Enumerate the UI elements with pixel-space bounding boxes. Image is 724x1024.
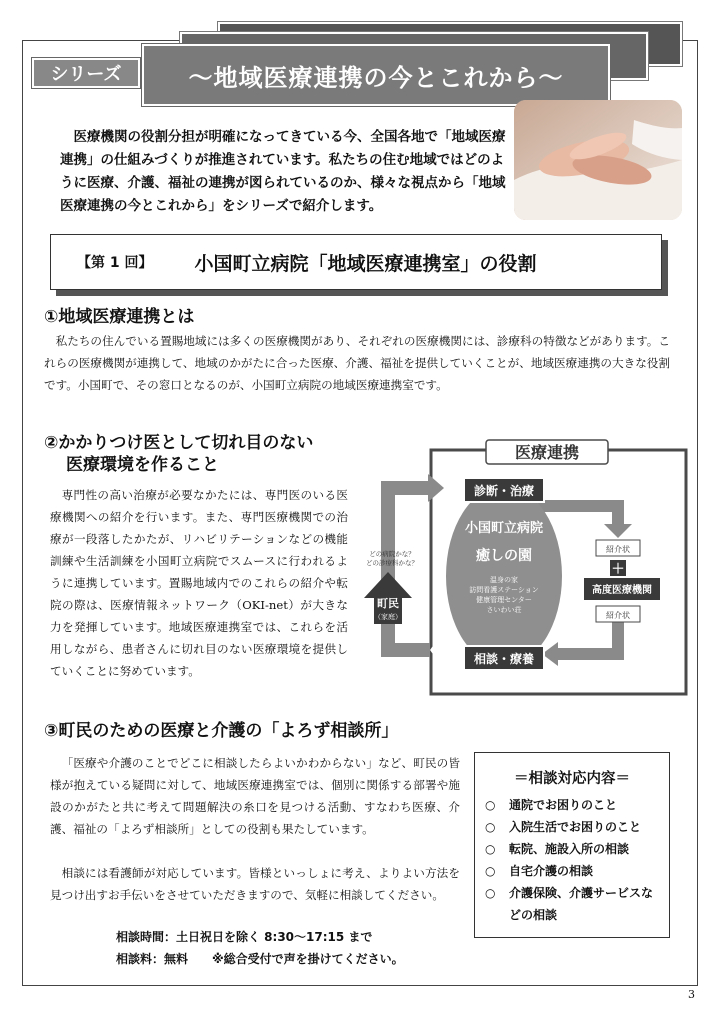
consult-item: ○ 自宅介護の相談	[485, 860, 661, 882]
consult-box-title: ＝相談対応内容＝	[514, 771, 630, 787]
hands-illustration	[514, 100, 682, 220]
section2-heading-line1: ②かかりつけ医として切れ目のない	[44, 433, 314, 453]
resident-sub-label: （家庭）	[374, 614, 402, 621]
bullet-circle-icon: ○	[485, 820, 496, 834]
resident-label: 町民	[377, 598, 399, 610]
page-number: 3	[688, 988, 695, 1001]
episode-number: 【第 1 回】	[77, 255, 153, 271]
episode-title: 小国町立病院「地域医療連携室」の役割	[194, 252, 537, 275]
consult-hours-block	[116, 926, 404, 970]
intro-text: 医療機関の役割分担が明確になってきている今、全国各地で「地域医療連携」の仕組みづくりが推進されています。私たちの住む地域ではどのように医療、介護、福祉の連携が図られているのか、様々な視点から「地域医療連携の今とこれから」をシリーズで紹介します。	[60, 129, 506, 214]
header-banner	[142, 44, 610, 106]
sub-label-4: さいわい荘	[486, 607, 522, 614]
section3-heading: ③町民のための医療と介護の「よろず相談所」	[44, 721, 399, 741]
section3-body-2: 相談には看護師が対応しています。皆様といっしょに考え、よりよい方法を見つけ出すお手伝いをさせていただきますので、気軽に相談してください。	[50, 866, 460, 902]
consult-item: ○ 通院でお困りのこと	[485, 794, 661, 816]
referral-in-label: 紹介状	[606, 611, 630, 620]
hospital-ellipse	[446, 486, 562, 666]
facility-label: 癒しの園	[476, 547, 532, 563]
consult-fee: 相談料：無料 ※総合受付で声を掛けてください。	[116, 952, 404, 966]
consult-label: 相談・療養	[473, 652, 535, 666]
hospital-label: 小国町立病院	[464, 520, 544, 535]
consult-item: ○ 入院生活でお困りのこと	[485, 816, 661, 838]
diagram-title: 医療連携	[514, 445, 580, 462]
question-2: どの診療科かな？	[366, 560, 418, 567]
episode-title-box	[50, 234, 662, 290]
diagnosis-label: 診断・治療	[473, 484, 535, 498]
consult-item: ○ 転院、施設入所の相談	[485, 838, 661, 860]
svg-text:＋: ＋	[611, 561, 625, 576]
series-tag: シリーズ	[32, 58, 140, 88]
consult-item: ○ 介護保険、介護サービスなどの相談	[485, 882, 661, 926]
sub-label-2: 訪問看護ステーション	[469, 587, 539, 594]
consult-list	[475, 794, 669, 926]
advanced-hospital-label: 高度医療機関	[592, 585, 652, 596]
series-title: ～地域医療連携の今とこれから～	[188, 63, 564, 92]
sub-label-1: 温身の家	[490, 577, 518, 584]
section3-body-1: 「医療や介護のことでどこに相談したらよいかわからない」など、町民の皆様が抱えている疑問に対して、地域医療連携室では、個別に関係する部署や施設のかがたと共に考えて問題解決の糸口を見つける活動、すなわち医療、介護、福祉の「よろず相談所」としての役割も果たしています。	[50, 756, 460, 836]
question-1: どの病院かな？	[369, 551, 415, 558]
section2-body: 専門性の高い治療が必要なかたには、専門医のいる医療機関への紹介を行います。また、専門医療機関での治療が一段落したかたが、リハビリテーションなどの機能訓練や生活訓練を小国町立病院でスムースに行われるように連携しています。置賜地域内でのこれらの紹介や転院の際は、医療情報ネットワーク（OKI-net）が大きな力を発揮しています。地域医療連携室では、これらを活用しながら、患者さんに切れ目のない医療環境を提供していくことに努めています。	[50, 488, 348, 678]
hands-photo	[514, 100, 682, 220]
consult-hours: 相談時間：土日祝日を除く 8:30～17:15 まで	[116, 930, 373, 944]
bullet-circle-icon: ○	[485, 886, 496, 900]
bullet-circle-icon: ○	[485, 842, 496, 856]
medical-cooperation-diagram	[358, 436, 692, 698]
section1-heading: ①地域医療連携とは	[44, 307, 195, 327]
section1-body: 私たちの住んでいる置賜地域には多くの医療機関があり、それぞれの医療機関には、診療科の特徴などがあります。これらの医療機関が連携して、地域のかがたに合った医療、介護、福祉を提供していくことが、地域医療連携の大きな役割です。小国町で、その窓口となるのが、小国町立病院の地域医療連携室です。	[44, 334, 670, 392]
consult-content-box	[474, 752, 670, 938]
section2-heading-line2: 医療環境を作ること	[66, 455, 219, 475]
sub-label-3: 健康管理センター	[476, 597, 532, 604]
bullet-circle-icon: ○	[485, 798, 496, 812]
bullet-circle-icon: ○	[485, 864, 496, 878]
referral-out-label: 紹介状	[606, 545, 630, 554]
